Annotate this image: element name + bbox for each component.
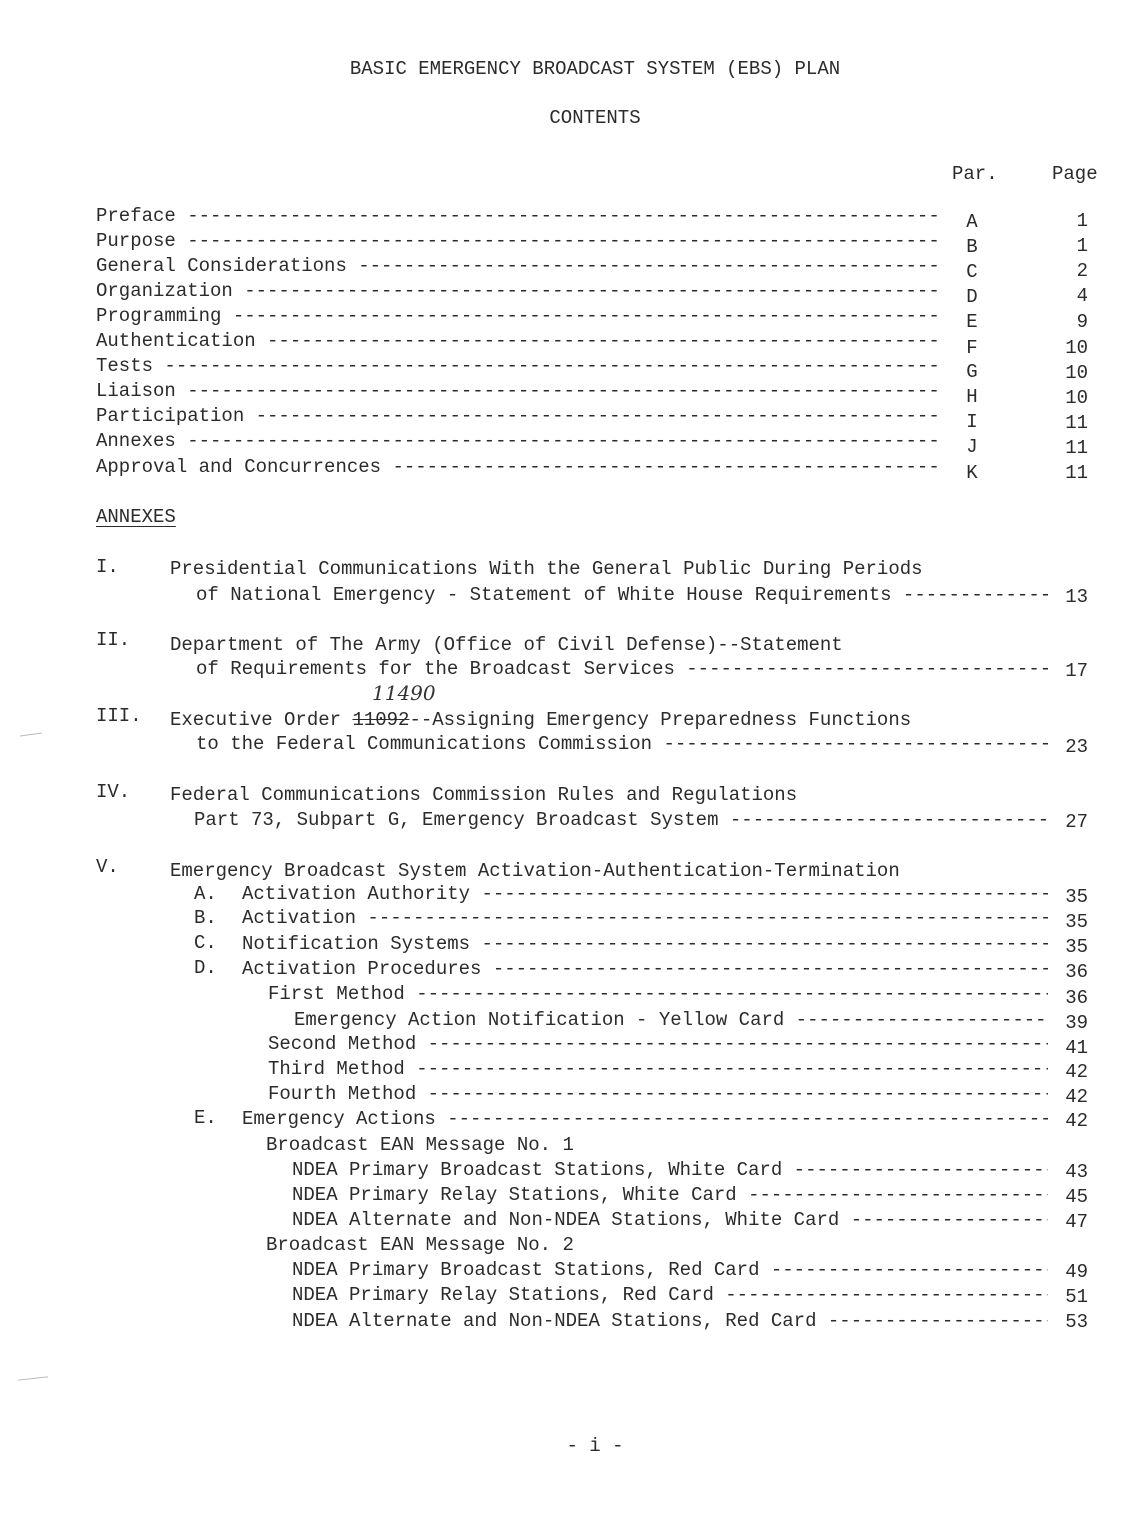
item-label: Broadcast EAN Message No. 1 [266, 1134, 574, 1156]
item-label: NDEA Primary Relay Stations, White Card [292, 1184, 747, 1206]
contents-par: B [966, 236, 978, 258]
annex-title-suffix: --Assigning Emergency Preparedness Functions [409, 709, 912, 731]
item-label: Emergency Actions [242, 1108, 446, 1130]
contents-page: 11 [1065, 462, 1088, 484]
annex-page: 17 [1065, 660, 1088, 682]
item-page: 35 [1065, 911, 1088, 933]
item-page: 39 [1065, 1012, 1088, 1034]
contents-label: Tests [96, 355, 163, 377]
annex-number: V. [96, 856, 119, 878]
item-label: NDEA Alternate and Non-NDEA Stations, Red Card [292, 1310, 827, 1332]
contents-page: 11 [1065, 412, 1088, 434]
item-label: Activation [242, 907, 366, 929]
annex-title-line1: Presidential Communications With the General Public During Periods [170, 558, 923, 580]
item-label: NDEA Primary Broadcast Stations, White Card [292, 1159, 792, 1181]
contents-label: Participation [96, 405, 254, 427]
annex-number: III. [96, 705, 142, 727]
annex-title-line1: Department of The Army (Office of Civil Defense)--Statement [170, 634, 843, 656]
item-label: Notification Systems [242, 933, 480, 955]
item-letter: C. [194, 932, 217, 954]
contents-page: 9 [1076, 311, 1088, 333]
annex-title-line1: Federal Communications Commission Rules and Regulations [170, 784, 798, 806]
annex-number: II. [96, 629, 131, 651]
item-page: 47 [1065, 1211, 1088, 1233]
contents-page: 2 [1076, 260, 1088, 282]
annex-title-line2: Part 73, Subpart G, Emergency Broadcast System [194, 809, 729, 831]
item-page: 35 [1065, 886, 1088, 908]
item-letter: D. [194, 957, 217, 979]
item-label: NDEA Primary Relay Stations, Red Card [292, 1284, 724, 1306]
item-letter: B. [194, 907, 217, 929]
item-label: Third Method [268, 1058, 415, 1080]
item-label: Second Method [268, 1033, 426, 1055]
contents-label: Authentication [96, 330, 266, 352]
annex-title-line2: to the Federal Communications Commission [196, 733, 662, 755]
contents-page: 4 [1076, 285, 1088, 307]
scan-mark [20, 732, 42, 736]
column-header-par: Par. [952, 163, 998, 185]
contents-page: 10 [1065, 362, 1088, 384]
annex-number: IV. [96, 781, 131, 803]
item-page: 43 [1065, 1161, 1088, 1183]
item-page: 36 [1065, 961, 1088, 983]
contents-page: 1 [1076, 235, 1088, 257]
item-page: 45 [1065, 1186, 1088, 1208]
column-header-page: Page [1052, 163, 1098, 185]
contents-page: 1 [1076, 210, 1088, 232]
item-label: Broadcast EAN Message No. 2 [266, 1234, 574, 1256]
contents-par: D [966, 286, 978, 308]
annex-title-prefix: Executive Order [170, 709, 353, 731]
item-page: 49 [1065, 1261, 1088, 1283]
page-title: BASIC EMERGENCY BROADCAST SYSTEM (EBS) PLAN [349, 58, 841, 80]
item-page: 35 [1065, 936, 1088, 958]
contents-label: Programming [96, 305, 231, 327]
contents-label: Liaison [96, 380, 186, 402]
item-page: 41 [1065, 1037, 1088, 1059]
item-label: Activation Authority [242, 883, 480, 905]
contents-heading: CONTENTS [549, 107, 641, 129]
item-letter: A. [194, 883, 217, 905]
item-page: 42 [1065, 1110, 1088, 1132]
item-label: First Method [268, 983, 415, 1005]
item-page: 51 [1065, 1286, 1088, 1308]
annex-page: 13 [1065, 586, 1088, 608]
contents-label: Purpose [96, 230, 186, 252]
contents-label: Organization [96, 280, 243, 302]
contents-par: A [966, 211, 978, 233]
contents-par: H [966, 386, 978, 408]
contents-label: Annexes [96, 430, 186, 452]
struck-order-number: 11092 [352, 709, 410, 731]
contents-par: C [966, 261, 978, 283]
annex-number: I. [96, 556, 119, 578]
page-number: - i - [566, 1435, 624, 1457]
contents-label: Approval and Concurrences [96, 456, 391, 478]
annex-title-line2: of Requirements for the Broadcast Services [196, 658, 685, 680]
annex-title-line1 [170, 708, 911, 732]
contents-par: I [966, 411, 978, 433]
item-label: Activation Procedures [242, 958, 491, 980]
item-label: NDEA Primary Broadcast Stations, Red Card [292, 1259, 769, 1281]
annex-title-line1: Emergency Broadcast System Activation-Authentication-Termination [170, 860, 900, 882]
annex-title-line2: of National Emergency - Statement of White House Requirements [196, 584, 902, 606]
item-page: 36 [1065, 987, 1088, 1009]
contents-page: 10 [1065, 387, 1088, 409]
contents-par: G [966, 361, 978, 383]
contents-page: 10 [1065, 337, 1088, 359]
item-letter: E. [194, 1107, 217, 1129]
contents-par: J [966, 436, 978, 458]
item-label: NDEA Alternate and Non-NDEA Stations, White Card [292, 1209, 849, 1231]
contents-page: 11 [1065, 437, 1088, 459]
contents-label: Preface [96, 205, 186, 227]
item-label: Emergency Action Notification - Yellow Card [294, 1009, 794, 1031]
contents-par: E [966, 311, 978, 333]
contents-par: F [966, 337, 978, 359]
scan-mark [18, 1376, 48, 1380]
contents-par: K [966, 462, 978, 484]
handwritten-correction: 11490 [372, 681, 436, 705]
annex-page: 27 [1065, 811, 1088, 833]
item-page: 53 [1065, 1311, 1088, 1333]
item-page: 42 [1065, 1061, 1088, 1083]
item-label: Fourth Method [268, 1083, 426, 1105]
annex-page: 23 [1065, 736, 1088, 758]
contents-label: General Considerations [96, 255, 357, 277]
item-page: 42 [1065, 1086, 1088, 1108]
annexes-heading: ANNEXES [96, 506, 176, 528]
